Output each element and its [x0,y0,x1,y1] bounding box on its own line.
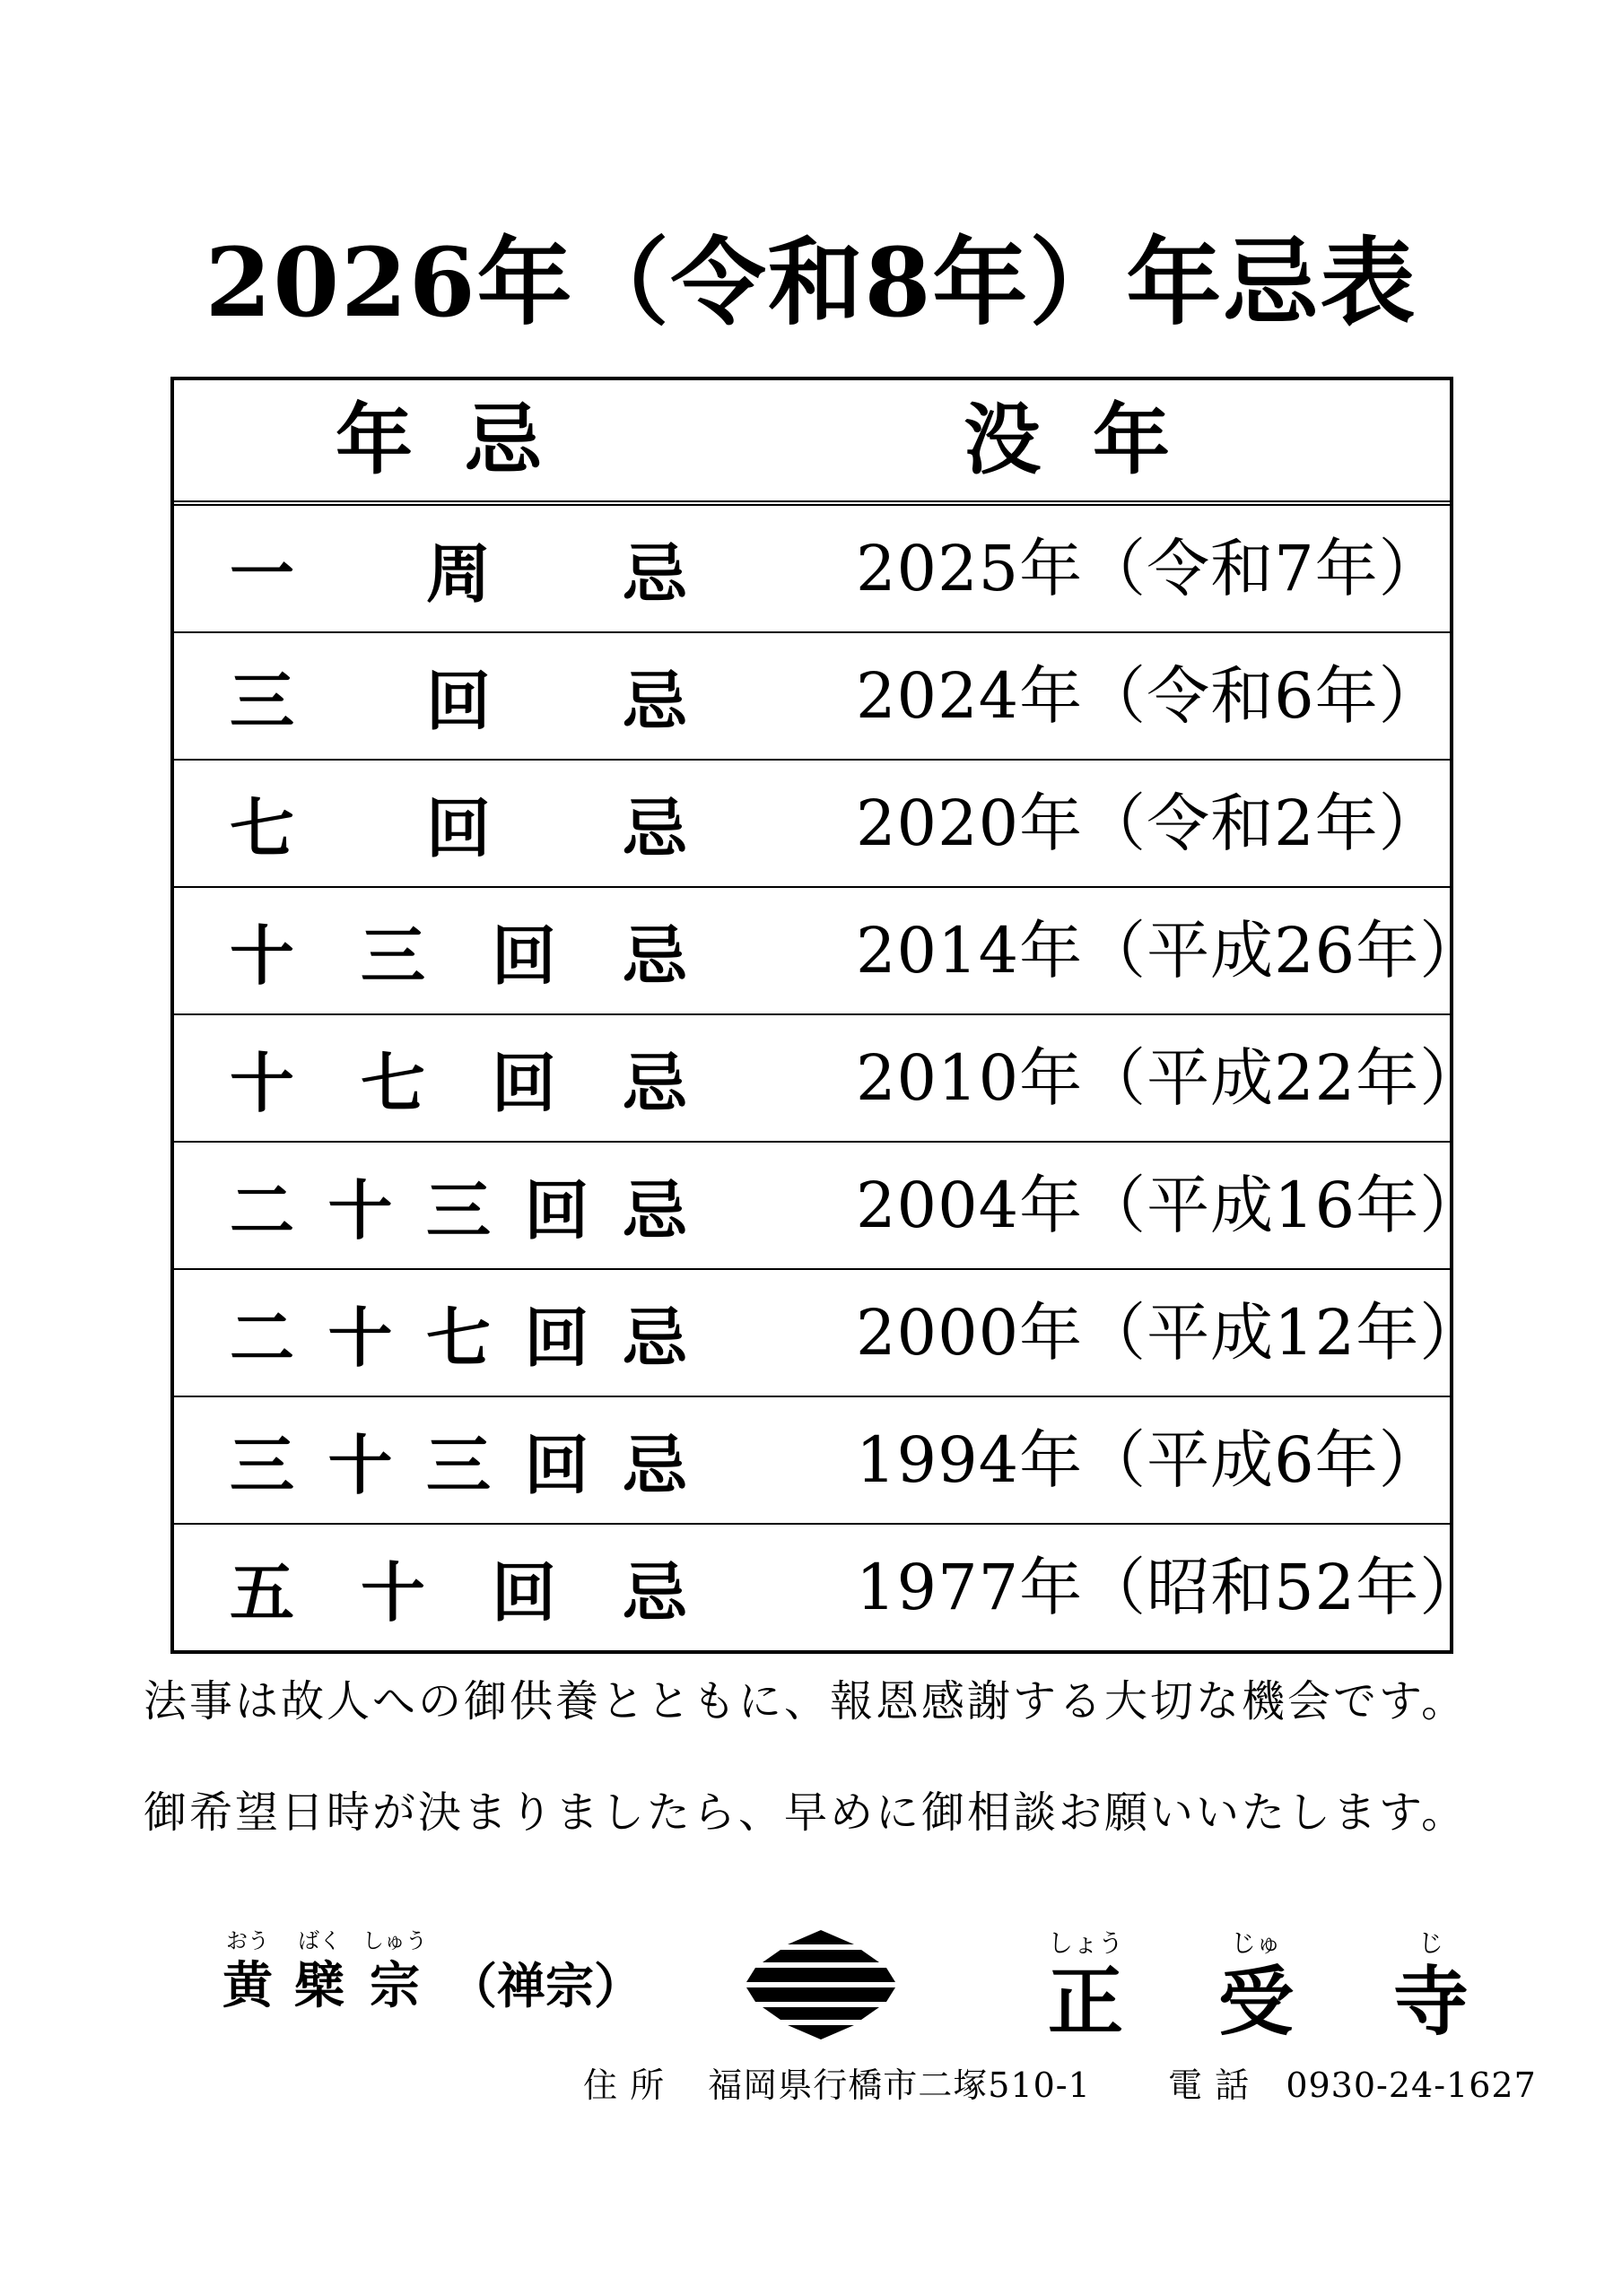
kihou-char: 回 [426,663,492,739]
kihou-char: 回 [524,1172,589,1248]
note-line-2: 御希望日時が決まりましたら、早めに御相談お願いいたします。 [144,1787,1468,1838]
furigana: じゅ [1230,1928,1281,1958]
kihou-char: 周 [426,535,492,612]
furigana: しょう [1047,1928,1123,1958]
kihou-char: 七 [230,790,295,866]
table-row [174,761,1450,888]
kihou-char: 十 [361,1554,426,1631]
kihou-cell [230,1270,687,1396]
table-row [174,1015,1484,1143]
furigana: ばく [298,1928,341,1953]
temple-name [0,1928,1622,2063]
kihou-char: 回 [492,918,557,994]
furigana: じ [1417,1928,1443,1958]
page-title: 2026年（令和8年）年忌表 [205,226,1417,338]
kihou-char: 忌 [623,663,688,739]
address-label: 住 所 [583,2066,666,2105]
kanji: 宗 [370,1956,420,2015]
table-row [174,1270,1484,1397]
kanji: 正 [1047,1957,1123,2046]
table-row [174,633,1450,761]
botsunen-cell: 2014年（平成26年） [856,914,1484,987]
furigana: おう [226,1928,269,1953]
kihou-cell [230,633,687,759]
kihou-char: 十 [327,1300,393,1376]
table-row [174,1397,1450,1525]
botsunen-cell: 2004年（平成16年） [856,1169,1484,1242]
kihou-char: 三 [426,1427,492,1503]
kihou-char: 十 [230,1045,295,1121]
kihou-char: 忌 [623,1045,688,1121]
botsunen-cell: 1977年（昭和52年） [856,1551,1484,1624]
phone-label: 電 話 [1168,2066,1251,2105]
table-header [174,380,1450,506]
kihou-cell [230,1143,687,1268]
kihou-char: 七 [426,1300,492,1376]
kanji: 黄 [222,1956,273,2015]
furigana: しゅう [362,1928,427,1953]
botsunen-cell: 1994年（平成6年） [856,1423,1443,1497]
kihou-char: 回 [524,1427,589,1503]
kihou-char: 二 [230,1172,295,1248]
kihou-char: 一 [230,535,295,612]
table-row [174,1143,1484,1270]
kihou-char: 五 [230,1554,295,1631]
kihou-char: 忌 [623,1172,688,1248]
header-kihou: 年忌 [336,395,594,485]
address-value: 福岡県行橋市二塚510-1 [708,2066,1091,2105]
kihou-char: 忌 [623,790,688,866]
kihou-cell [230,888,687,1013]
temple-char [1386,1928,1476,2045]
phone-number: 0930-24-1627 [1286,2066,1537,2105]
kihou-char: 三 [426,1172,492,1248]
kihou-char: 忌 [623,1427,688,1503]
kihou-cell [230,1525,687,1650]
botsunen-cell: 2000年（平成12年） [856,1296,1484,1370]
botsunen-cell: 2025年（令和7年） [856,532,1443,605]
kihou-char: 回 [426,790,492,866]
kihou-char: 十 [327,1427,393,1503]
kihou-cell [230,506,687,631]
sect-suffix: （禅宗） [449,1957,642,2014]
kanji: 寺 [1392,1957,1469,2046]
kihou-cell [230,1397,687,1523]
address-line [583,2063,1537,2108]
temple-char [1041,1928,1130,2045]
header-botsunen: 没年 [964,395,1222,485]
kihou-char: 忌 [623,918,688,994]
botsunen-cell: 2024年（令和6年） [856,659,1443,733]
kihou-char: 忌 [623,535,688,612]
kihou-char: 忌 [623,1554,688,1631]
table-row [174,1525,1484,1652]
kihou-char: 十 [230,918,295,994]
kihou-char: 三 [230,663,295,739]
kihou-char: 三 [230,1427,295,1503]
kihou-cell [230,1015,687,1141]
memorial-year-table [170,377,1484,1654]
kihou-char: 忌 [623,1300,688,1376]
kihou-cell [230,761,687,886]
kihou-char: 三 [361,918,426,994]
kihou-char: 七 [361,1045,426,1121]
kihou-char: 十 [327,1172,393,1248]
kanji: 檗 [294,1956,344,2015]
kihou-char: 回 [492,1554,557,1631]
table-row [174,506,1450,633]
kihou-char: 回 [492,1045,557,1121]
botsunen-cell: 2010年（平成22年） [856,1041,1484,1115]
botsunen-cell: 2020年（令和2年） [856,787,1443,860]
temple-char [1211,1928,1301,2045]
table-row [174,888,1484,1015]
kihou-char: 二 [230,1300,295,1376]
kanji: 受 [1217,1957,1294,2046]
note-line-1: 法事は故人への御供養とともに、報恩感謝する大切な機会です。 [144,1676,1468,1726]
kihou-char: 回 [524,1300,589,1376]
